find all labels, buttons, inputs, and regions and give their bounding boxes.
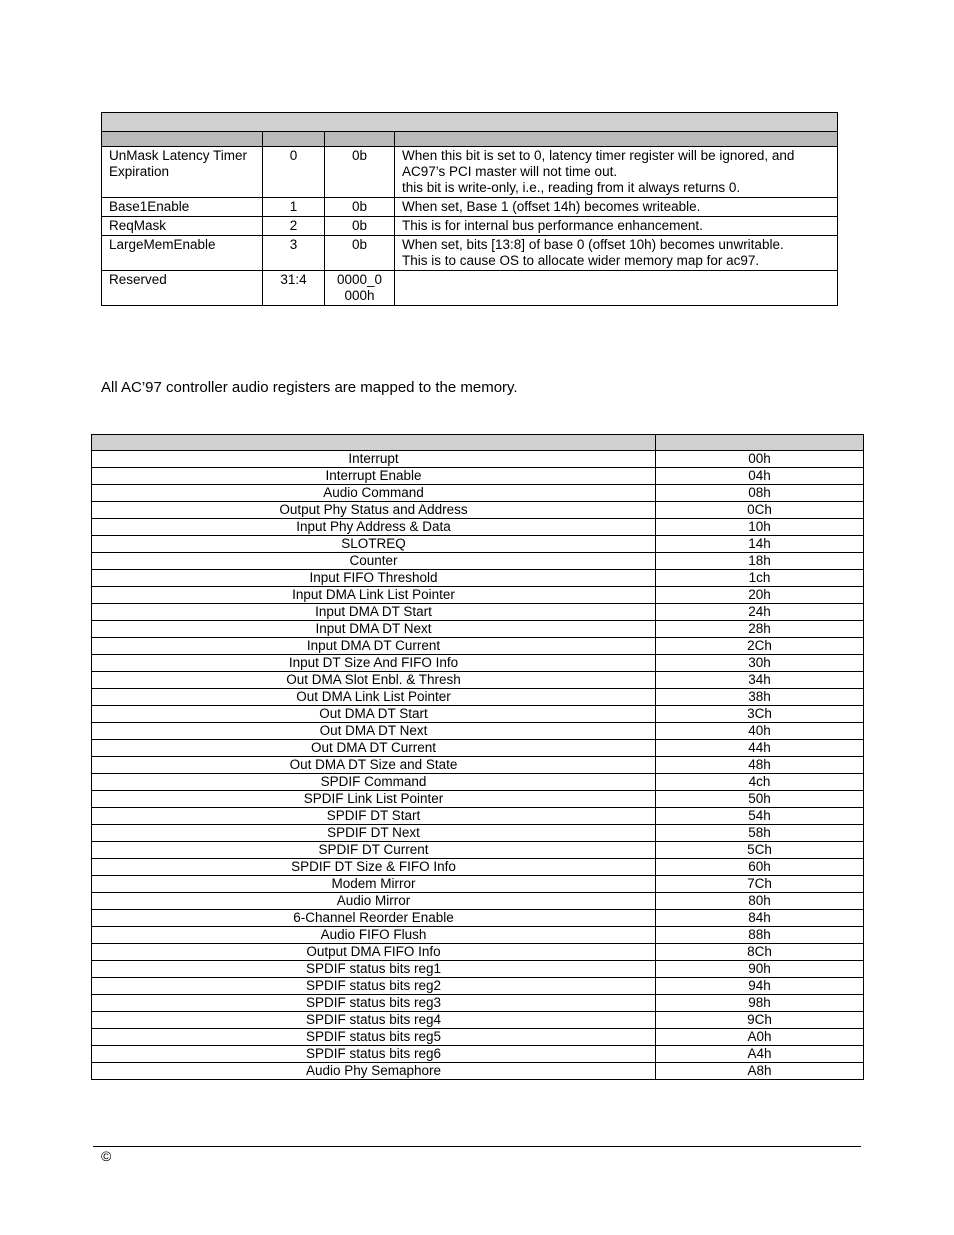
register-name-cell: Out DMA DT Next <box>92 723 656 740</box>
table-header-row <box>92 435 864 451</box>
register-name-cell: SPDIF DT Next <box>92 825 656 842</box>
register-offset-cell: 28h <box>656 621 864 638</box>
description-line: When this bit is set to 0, latency timer register will be ignored, and <box>402 148 795 163</box>
bit-cell: 1 <box>263 198 325 217</box>
register-offset-cell: 18h <box>656 553 864 570</box>
bit-cell: 31:4 <box>263 271 325 306</box>
field-name-cell: UnMask Latency Timer Expiration <box>102 147 263 198</box>
register-name-cell: Out DMA DT Size and State <box>92 757 656 774</box>
table-row <box>92 570 864 587</box>
register-name-cell: SPDIF status bits reg3 <box>92 995 656 1012</box>
register-name-cell: SPDIF status bits reg4 <box>92 1012 656 1029</box>
table-caption-row <box>102 113 838 132</box>
register-offset-cell: 38h <box>656 689 864 706</box>
register-offset-cell: 2Ch <box>656 638 864 655</box>
register-name-cell: Out DMA Link List Pointer <box>92 689 656 706</box>
bit-cell: 2 <box>263 217 325 236</box>
register-offset-cell: 90h <box>656 961 864 978</box>
table-row <box>102 217 838 236</box>
register-offset-cell: 50h <box>656 791 864 808</box>
table-row <box>92 451 864 468</box>
table-row <box>92 893 864 910</box>
register-offset-cell: 1ch <box>656 570 864 587</box>
description-cell <box>395 217 838 236</box>
table-row <box>92 978 864 995</box>
table-row <box>92 1063 864 1080</box>
table-row <box>92 468 864 485</box>
table-row <box>92 808 864 825</box>
table-row <box>92 791 864 808</box>
register-offset-cell: 10h <box>656 519 864 536</box>
register-offset-cell: 98h <box>656 995 864 1012</box>
bit-cell: 0 <box>263 147 325 198</box>
table-row <box>92 689 864 706</box>
register-offset-cell: 94h <box>656 978 864 995</box>
default-cell: 0b <box>325 236 395 271</box>
register-offset-cell: 84h <box>656 910 864 927</box>
audio-register-map-table <box>91 434 864 1080</box>
register-name-cell: Input FIFO Threshold <box>92 570 656 587</box>
register-offset-cell: 24h <box>656 604 864 621</box>
default-cell: 0000_0 000h <box>325 271 395 306</box>
default-cell: 0b <box>325 217 395 236</box>
copyright-symbol: © <box>101 1148 112 1164</box>
table-row <box>92 485 864 502</box>
description-line: When set, Base 1 (offset 14h) becomes writeable. <box>402 199 701 214</box>
register-name-cell: Input DT Size And FIFO Info <box>92 655 656 672</box>
register-name-cell: Out DMA DT Current <box>92 740 656 757</box>
register-name-cell: Interrupt Enable <box>92 468 656 485</box>
table-row <box>92 825 864 842</box>
table-row <box>92 655 864 672</box>
table-row <box>92 859 864 876</box>
description-cell <box>395 147 838 198</box>
table-header-row <box>102 132 838 147</box>
register-offset-cell: 7Ch <box>656 876 864 893</box>
table-row <box>102 236 838 271</box>
register-offset-cell: 60h <box>656 859 864 876</box>
table-row <box>92 757 864 774</box>
register-offset-cell: 5Ch <box>656 842 864 859</box>
table-row <box>92 740 864 757</box>
register-offset-cell: 34h <box>656 672 864 689</box>
field-name-cell: Reserved <box>102 271 263 306</box>
register-name-cell: Out DMA Slot Enbl. & Thresh <box>92 672 656 689</box>
register-offset-cell: 04h <box>656 468 864 485</box>
register-name-cell: Audio Command <box>92 485 656 502</box>
description-line: AC97’s PCI master will not time out. <box>402 164 618 179</box>
register-name-cell: SPDIF DT Size & FIFO Info <box>92 859 656 876</box>
register-name-cell: Interrupt <box>92 451 656 468</box>
description-line <box>402 272 830 288</box>
register-name-cell: Audio Phy Semaphore <box>92 1063 656 1080</box>
register-name-cell: Input DMA Link List Pointer <box>92 587 656 604</box>
table-row <box>92 706 864 723</box>
table-row <box>92 621 864 638</box>
pci-config-bits-table <box>101 112 838 306</box>
register-offset-cell: 9Ch <box>656 1012 864 1029</box>
register-offset-cell: 58h <box>656 825 864 842</box>
register-name-cell: SPDIF Command <box>92 774 656 791</box>
default-cell: 0b <box>325 147 395 198</box>
register-name-cell: SPDIF status bits reg2 <box>92 978 656 995</box>
table-row <box>92 842 864 859</box>
register-name-cell: SPDIF status bits reg6 <box>92 1046 656 1063</box>
register-name-cell: SPDIF DT Start <box>92 808 656 825</box>
register-offset-cell: 44h <box>656 740 864 757</box>
register-name-cell: Output Phy Status and Address <box>92 502 656 519</box>
description-line: this bit is write-only, i.e., reading from it always returns 0. <box>402 180 741 195</box>
table-row <box>92 1012 864 1029</box>
register-name-cell: SPDIF DT Current <box>92 842 656 859</box>
register-name-cell: Output DMA FIFO Info <box>92 944 656 961</box>
table-row <box>92 723 864 740</box>
register-offset-cell: 54h <box>656 808 864 825</box>
default-cell: 0b <box>325 198 395 217</box>
table-row <box>102 271 838 306</box>
register-offset-cell: A0h <box>656 1029 864 1046</box>
register-name-cell: Input DMA DT Current <box>92 638 656 655</box>
table-row <box>102 198 838 217</box>
table-row <box>92 995 864 1012</box>
register-name-cell: Input DMA DT Start <box>92 604 656 621</box>
table-row <box>92 672 864 689</box>
register-name-cell: Audio Mirror <box>92 893 656 910</box>
table-row <box>92 536 864 553</box>
description-line: This is to cause OS to allocate wider memory map for ac97. <box>402 253 760 268</box>
register-offset-cell: 08h <box>656 485 864 502</box>
register-offset-cell: A4h <box>656 1046 864 1063</box>
register-offset-cell: 48h <box>656 757 864 774</box>
field-name-cell: ReqMask <box>102 217 263 236</box>
register-name-cell: Modem Mirror <box>92 876 656 893</box>
description-line: When set, bits [13:8] of base 0 (offset 10h) becomes unwritable. <box>402 237 784 252</box>
footer-divider <box>93 1146 861 1147</box>
table-row <box>92 502 864 519</box>
table-row <box>92 638 864 655</box>
bit-cell: 3 <box>263 236 325 271</box>
register-offset-cell: 30h <box>656 655 864 672</box>
table-row <box>92 927 864 944</box>
register-name-cell: SPDIF Link List Pointer <box>92 791 656 808</box>
table-row <box>92 944 864 961</box>
register-offset-cell: A8h <box>656 1063 864 1080</box>
register-name-cell: Out DMA DT Start <box>92 706 656 723</box>
register-offset-cell: 3Ch <box>656 706 864 723</box>
register-offset-cell: 00h <box>656 451 864 468</box>
table-row <box>92 910 864 927</box>
field-name-cell: Base1Enable <box>102 198 263 217</box>
register-name-cell: Input DMA DT Next <box>92 621 656 638</box>
table-row <box>92 961 864 978</box>
register-offset-cell: 0Ch <box>656 502 864 519</box>
table-row <box>92 1046 864 1063</box>
register-name-cell: Counter <box>92 553 656 570</box>
table-row <box>92 604 864 621</box>
table-row <box>92 1029 864 1046</box>
register-offset-cell: 14h <box>656 536 864 553</box>
description-cell <box>395 198 838 217</box>
register-offset-cell: 88h <box>656 927 864 944</box>
table-row <box>92 519 864 536</box>
table-row <box>92 774 864 791</box>
table-row <box>92 587 864 604</box>
register-name-cell: SPDIF status bits reg1 <box>92 961 656 978</box>
register-name-cell: SPDIF status bits reg5 <box>92 1029 656 1046</box>
register-name-cell: Audio FIFO Flush <box>92 927 656 944</box>
register-offset-cell: 80h <box>656 893 864 910</box>
intro-paragraph: All AC’97 controller audio registers are mapped to the memory. <box>101 379 518 396</box>
register-name-cell: Input Phy Address & Data <box>92 519 656 536</box>
description-cell <box>395 271 838 306</box>
register-offset-cell: 8Ch <box>656 944 864 961</box>
register-name-cell: SLOTREQ <box>92 536 656 553</box>
register-offset-cell: 20h <box>656 587 864 604</box>
table-row <box>92 876 864 893</box>
description-cell <box>395 236 838 271</box>
table-row <box>92 553 864 570</box>
register-name-cell: 6-Channel Reorder Enable <box>92 910 656 927</box>
register-offset-cell: 4ch <box>656 774 864 791</box>
description-line: This is for internal bus performance enhancement. <box>402 218 703 233</box>
table-row <box>102 147 838 198</box>
register-offset-cell: 40h <box>656 723 864 740</box>
field-name-cell: LargeMemEnable <box>102 236 263 271</box>
